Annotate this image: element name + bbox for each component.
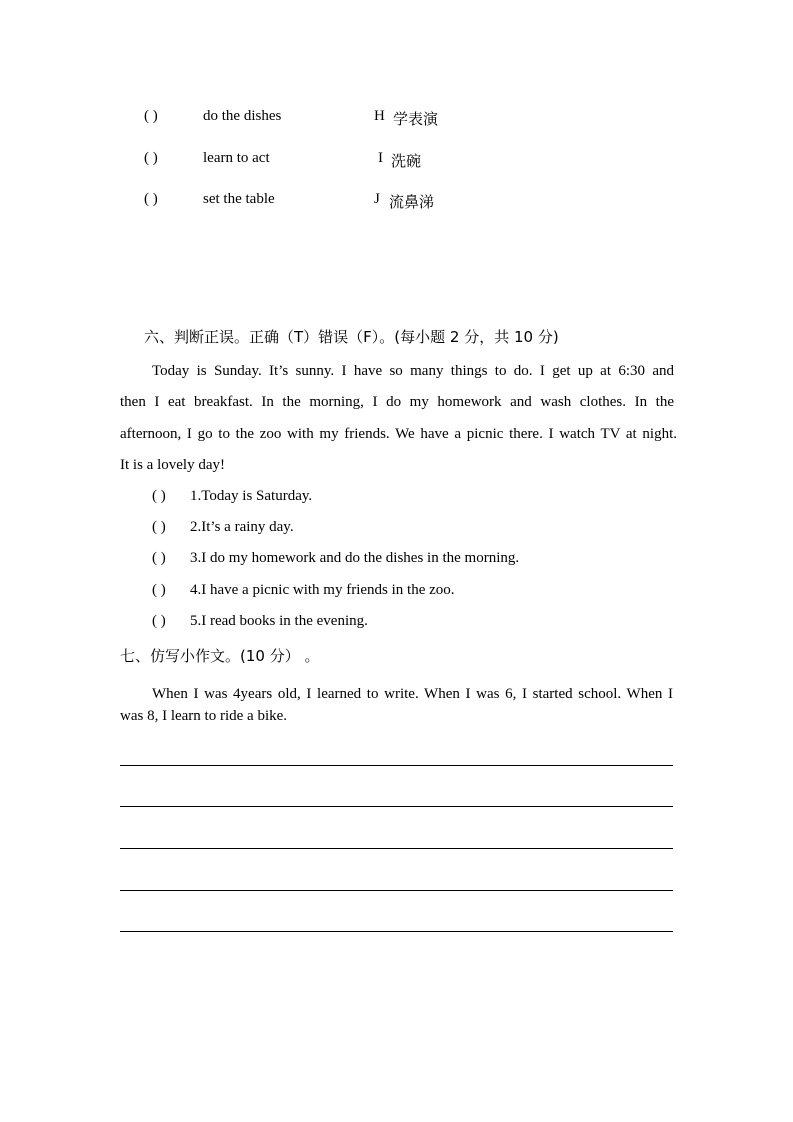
match-chinese-1: 学表演 — [393, 110, 439, 128]
answer-line[interactable] — [120, 806, 673, 807]
section-six-heading: 六、判断正误。正确（T）错误（F）。(每小题 2 分，共 10 分) — [144, 328, 559, 346]
question-text-3: 3.I do my homework and do the dishes in the morning. — [190, 550, 520, 566]
match-letter-2: I — [378, 150, 383, 166]
match-letter-3: J — [374, 191, 380, 207]
answer-line[interactable] — [120, 765, 673, 766]
passage-line: then I eat breakfast. In the morning, I do my homework and wash clothes. In the — [120, 394, 674, 410]
match-english-2: learn to act — [203, 150, 270, 166]
match-english-3: set the table — [203, 191, 275, 207]
sample-line: was 8, I learn to ride a bike. — [120, 708, 288, 724]
answer-line[interactable] — [120, 890, 673, 891]
match-chinese-3: 流鼻涕 — [389, 193, 435, 211]
section-seven-heading: 七、仿写小作文。(10 分） 。 — [120, 647, 320, 665]
question-paren-5[interactable]: ( ) — [152, 613, 166, 629]
passage-line: afternoon, I go to the zoo with my friends. We have a picnic there. I watch TV at night. — [120, 426, 677, 442]
question-paren-4[interactable]: ( ) — [152, 582, 166, 598]
answer-line[interactable] — [120, 848, 673, 849]
match-paren-3[interactable]: ( ) — [144, 191, 158, 207]
question-text-4: 4.I have a picnic with my friends in the zoo. — [190, 582, 455, 598]
question-text-1: 1.Today is Saturday. — [190, 488, 313, 504]
question-paren-2[interactable]: ( ) — [152, 519, 166, 535]
answer-line[interactable] — [120, 931, 673, 932]
sample-line: When I was 4years old, I learned to write. When I was 6, I started school. When I — [152, 686, 673, 702]
passage-line: Today is Sunday. It’s sunny. I have so many things to do. I get up at 6:30 and — [152, 363, 674, 379]
match-paren-2[interactable]: ( ) — [144, 150, 158, 166]
match-letter-1: H — [374, 108, 385, 124]
match-chinese-2: 洗碗 — [391, 152, 422, 170]
match-paren-1[interactable]: ( ) — [144, 108, 158, 124]
question-paren-1[interactable]: ( ) — [152, 488, 166, 504]
question-paren-3[interactable]: ( ) — [152, 550, 166, 566]
match-english-1: do the dishes — [203, 108, 282, 124]
question-text-5: 5.I read books in the evening. — [190, 613, 368, 629]
passage-line: It is a lovely day! — [120, 457, 225, 473]
question-text-2: 2.It’s a rainy day. — [190, 519, 294, 535]
